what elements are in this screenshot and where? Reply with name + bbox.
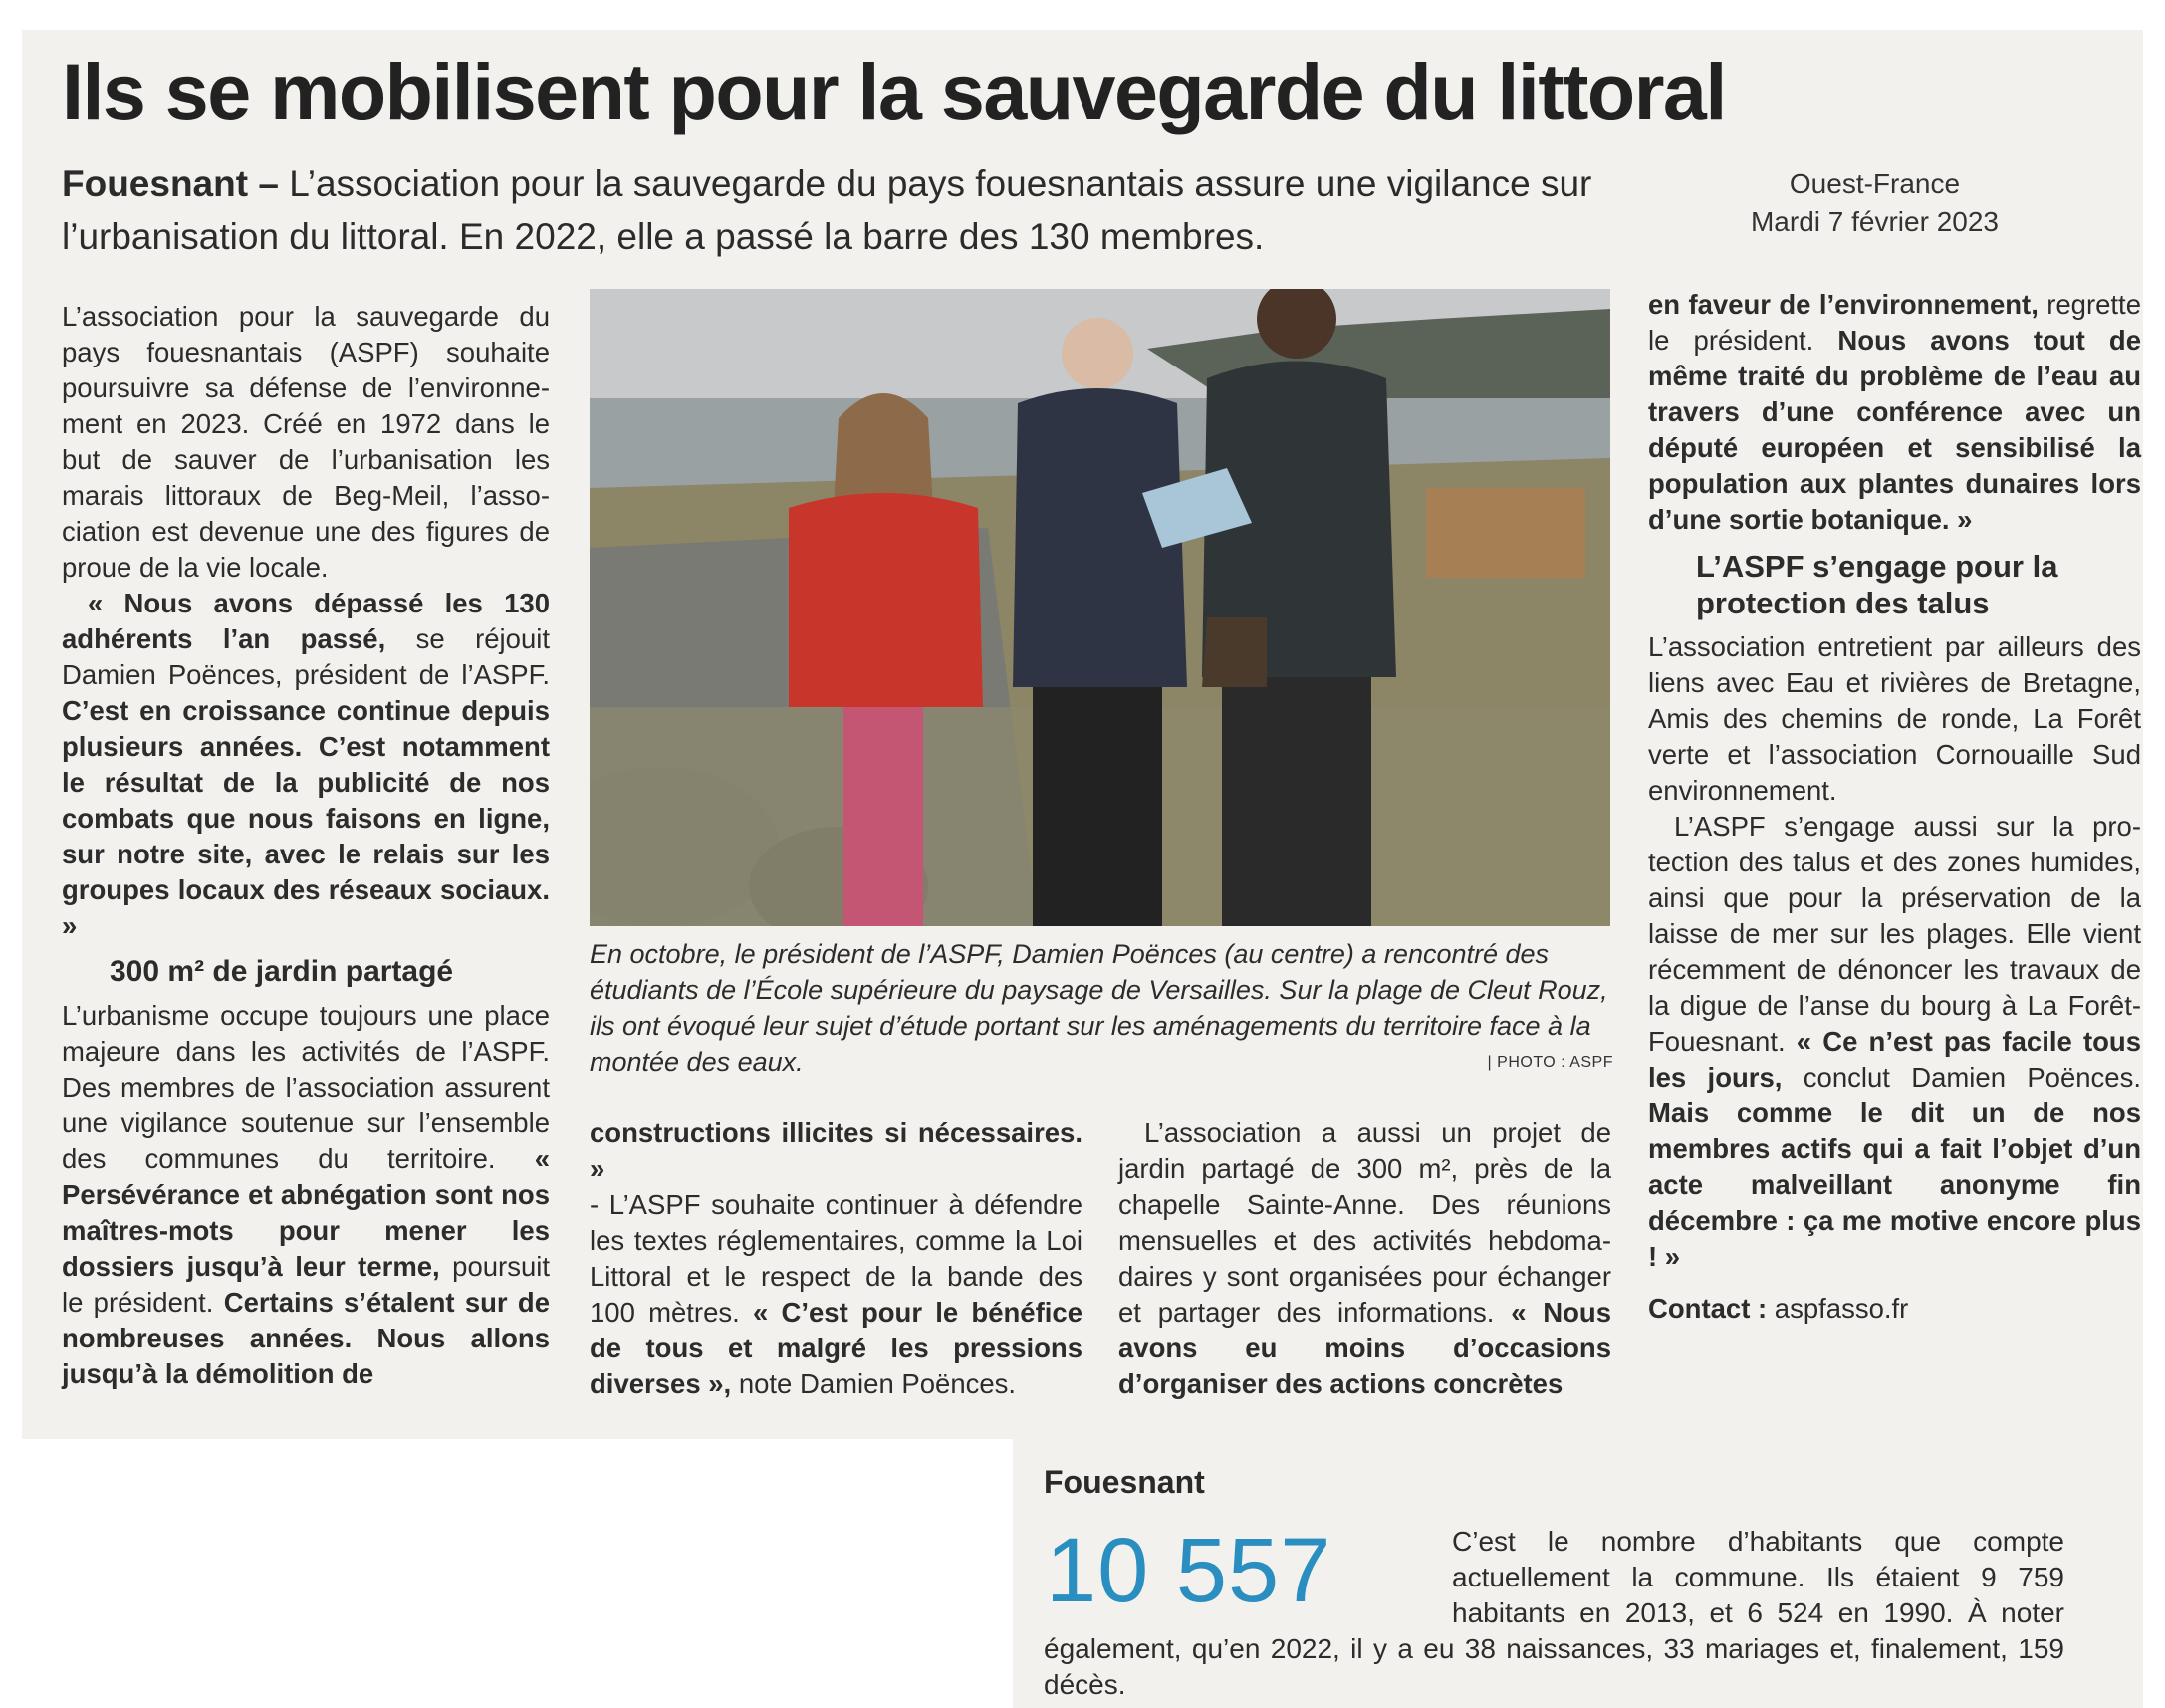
photo-caption: En octobre, le président de l’ASPF, Damien Poënces (au centre) a rencontré des étudiants de l’École supérieure du paysage de Versailles. Sur la plage de Cleut Rouz, ils ont évoqué leur sujet d’étude portant sur les aménagements du territoire face à la montée des eaux. [590,939,1608,1077]
contact-line [1648,1291,2141,1327]
article-photo [590,289,1610,926]
infobox-text: C’est le nombre d’habitants que compte actuellement la commune. Ils étaient 9 759 habitants en 2013, et 6 524 en 1990. À noter également, qu’en 2022, il y a eu 38 naissances, 33 mariages et, finalement, 159 décès. [1044,1526,2064,1700]
body-text: poursuit le président. [62,1251,550,1318]
col1-paragraph-1: L’association pour la sauvegarde du pays fouesnantais (ASPF) souhaite poursuivre sa défense de l’environnement en 2023. Créé en 1972 dans le but de sauver de l’urbanisation les marais littoraux de Beg-Meil, l’association est devenue une des figures de proue de la vie locale. [62,301,550,583]
column-3 [1118,1115,1611,1402]
col2-paragraph-1 [590,1115,1082,1187]
quote-bold: « Persévérance et abnégation sont nos maîtres-mots pour mener les dossiers jusqu’à leur terme, [62,1143,550,1282]
source-date: Mardi 7 février 2023 [1750,206,1999,237]
quote-bold: constructions illicites si nécessaires. » [590,1117,1082,1184]
infobox-number: 10 557 [1046,1520,1332,1621]
column-2 [590,1115,1082,1402]
col1-paragraph-3 [62,998,550,1392]
quote-bold: Nous avons tout de même traité du problème de l’eau au travers d’une conférence avec un député européen et sensibilisé la population aux plantes dunaires lors d’une sortie botanique. » [1648,325,2141,535]
standfirst [62,157,1715,263]
quote-bold: « Ce n’est pas facile tous les jours, [1648,1026,2141,1093]
body-text: L’association a aussi un projet de jardin partagé de 300 m², près de la chapelle Sainte-Anne. Des réunions mensuelles et des activités hebdomadaires y sont organisées pour échanger et partager des informations. [1118,1117,1611,1328]
infobox-title: Fouesnant [1044,1464,1205,1500]
standfirst-text: L’association pour la sauvegarde du pays fouesnantais assure une vigilance sur l’urbanisation du littoral. En 2022, elle a passé la barre des 130 membres. [62,163,1592,257]
quote-text: se réjouit Damien Poënces, président de l’ASPF. [62,623,550,690]
subhead-talus: L’ASPF s’engage pour la protection des talus [1696,549,2058,620]
headline: Ils se mobilisent pour la sauvegarde du littoral [62,47,1726,135]
quote-bold: Certains s’étalent sur de nombreuses années. Nous allons jusqu’à la démolition de [62,1287,550,1389]
contact-link[interactable]: aspfasso.fr [1767,1293,1909,1324]
source-stamp [1703,151,2046,261]
quote-bold: « Nous avons dépassé les 130 adhérents l’an passé, [62,588,550,654]
col4-paragraph-3 [1648,809,2141,1275]
subhead-jardin: 300 m² de jardin partagé [110,955,454,988]
col4-paragraph-1 [1648,287,2141,538]
number-spacer [1044,1524,1452,1631]
column-1 [62,299,550,1392]
quote-bold: « C’est pour le bénéfice de tous et malgré les pressions diverses », [590,1297,1082,1399]
source-paper: Ouest-France [1789,168,1961,199]
body-text: note Damien Poënces. [731,1368,1017,1399]
col1-paragraph-2 [62,586,550,944]
body-text: L’urbanisme occupe toujours une place majeure dans les activités de l’ASPF. Des membres de l’association assurent une vigilance soutenue sur l’ensemble des communes du territoire. [62,1000,550,1174]
quote-bold: C’est en croissance continue depuis plusieurs années. C’est notamment le résultat de la publicité de nos combats que nous faisons en ligne, sur notre site, avec le relais sur les groupes locaux des réseaux sociaux. » [62,695,550,941]
col2-paragraph-2 [590,1187,1082,1402]
body-text: - L’ASPF souhaite continuer à défendre les textes réglementaires, comme la Loi Littoral et le respect de la bande des 100 mètres. [590,1189,1082,1328]
quote-bold: Mais comme le dit un de nos membres actifs qui a fait l’objet d’un acte malveillant anonyme fin décembre : ça me motive encore plus ! » [1648,1098,2141,1272]
beach-photo-illustration [590,289,1610,926]
body-text: L’ASPF s’engage aussi sur la protection des talus et des zones humides, ainsi que pour la préservation de la laisse de mer sur les plages. Elle vient récemment de dénoncer les travaux de la digue de l’anse du bourg à La Forêt-Fouesnant. [1648,811,2141,1057]
col3-paragraph-1 [1118,1115,1611,1402]
dateline: Fouesnant – [62,163,279,204]
col4-paragraph-2: L’association entretient par ailleurs des liens avec Eau et rivières de Bretagne, Amis des chemins de ronde, La Forêt verte et l’association Cornouaille Sud environnement. [1648,631,2141,806]
quote-bold: « Nous avons eu moins d’occasions d’organiser des actions concrètes [1118,1297,1611,1399]
contact-label: Contact : [1648,1293,1768,1324]
infobox-text-block [1044,1524,2064,1703]
photo-credit: | PHOTO : ASPF [1487,1054,1613,1071]
body-text: conclut Damien Poënces. [1782,1062,2141,1093]
body-text: regrette le président. [1648,289,2141,356]
column-4 [1648,287,2141,1327]
quote-bold: en faveur de l’environnement, [1648,289,2039,320]
